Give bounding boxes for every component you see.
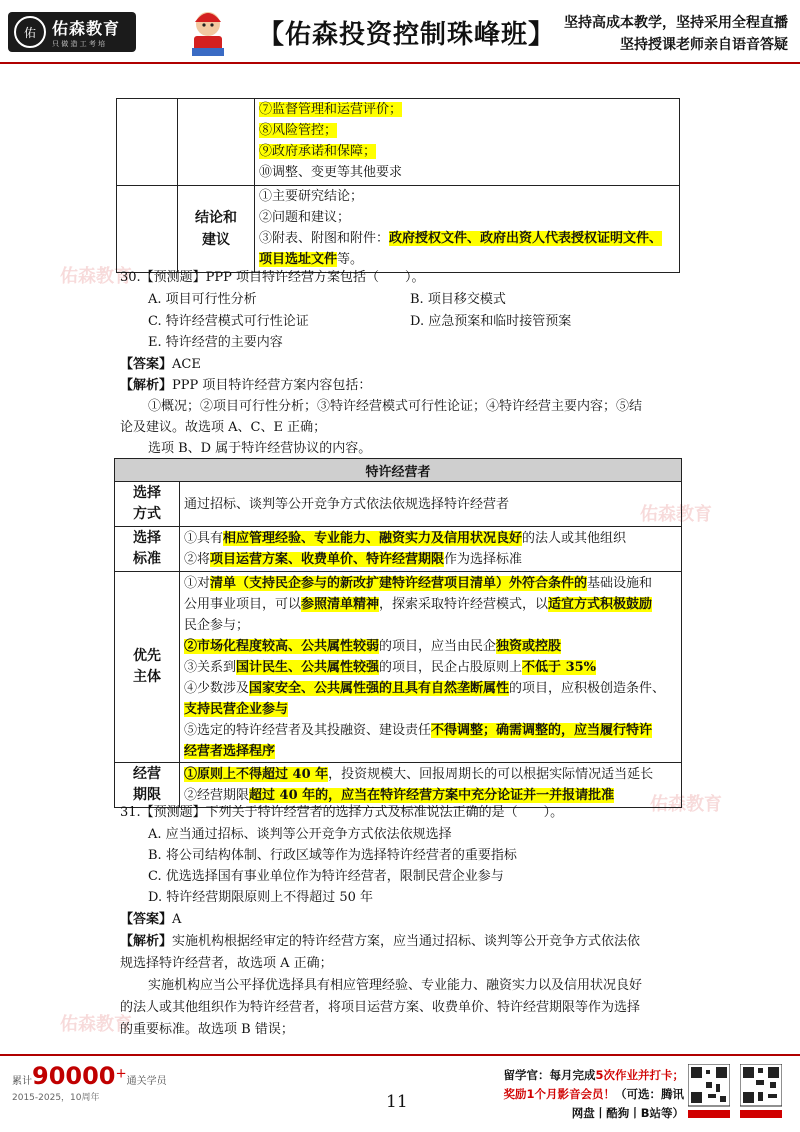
q31-analysis-line: 实施机构应当公平择优选择具有相应管理经验、专业能力、融资实力以及信用状况良好	[148, 978, 643, 993]
page-number: 11	[386, 1092, 408, 1112]
plan-content-table	[116, 98, 680, 273]
q31-stem: 31.【预测题】下列关于特许经营者的选择方式及标准说法正确的是（ ）。	[120, 805, 564, 820]
footer-stats: 累计90000+通关学员 2015-2025，10周年	[12, 1062, 167, 1103]
row-label-priority: 优先 主体	[115, 572, 180, 763]
watermark: 佑森教育	[640, 504, 712, 525]
list-item: ⑨政府承诺和保障；	[259, 144, 377, 159]
list-item: 民企参与；	[184, 617, 250, 633]
row-label-method: 选择 方式	[115, 482, 180, 527]
table-row	[115, 527, 682, 572]
q31-analysis: 【解析】实施机构根据经审定的特许经营方案，应当通过招标、谈判等公开竞争方式依法依	[120, 934, 641, 949]
q31-option-d: D. 特许经营期限原则上不得超过 50 年	[148, 890, 374, 905]
q30-stem: 30.【预测题】PPP 项目特许经营方案包括（ ）。	[120, 270, 425, 285]
list-item: ②问题和建议；	[259, 210, 351, 225]
q31-analysis-line: 的法人或其他组织作为特许经营者，将项目运营方案、收费单价、特许经营期限等作为选择	[120, 1000, 641, 1015]
student-count: 90000	[32, 1062, 116, 1090]
table-row	[115, 572, 682, 763]
footer-promo: 留学官：每月完成5次作业并打卡； 奖励1个月影音会员！（可选：腾讯 网盘丨酷狗丨B站等）	[503, 1068, 684, 1120]
list-item: ①具有相应管理经验、专业能力、融资实力及信用状况良好的法人或其他组织	[184, 531, 627, 546]
watermark: 佑森教育	[650, 794, 722, 815]
row-label-criteria: 选择 标准	[115, 527, 180, 572]
slogan-line-2: 坚持授课老师亲自语音答疑	[620, 37, 788, 53]
row-label-term: 经营 期限	[115, 763, 180, 808]
table-row	[117, 186, 680, 273]
q30-option-e: E. 特许经营的主要内容	[148, 335, 283, 350]
q31-answer: 【答案】A	[120, 912, 182, 927]
qr-code-icon	[688, 1064, 730, 1120]
list-item: ③附表、附图和附件：政府授权文件、政府出资人代表授权证明文件、	[259, 231, 663, 246]
table-cell: 通过招标、谈判等公开竞争方式依法依规选择特许经营者	[184, 496, 510, 512]
table-row	[115, 763, 682, 808]
list-item: ①对清单（支持民企参与的新改扩建特许经营项目清单）外符合条件的基础设施和	[184, 575, 653, 591]
concessionaire-table	[114, 458, 682, 808]
year-range: 2015-2025，10周年	[12, 1093, 100, 1103]
q31-option-a: A. 应当通过招标、谈判等公开竞争方式依法依规选择	[148, 827, 452, 842]
q31-option-b: B. 将公司结构体制、行政区域等作为选择特许经营者的重要指标	[148, 848, 517, 863]
list-item: ⑦监督管理和运营评价；	[259, 102, 403, 117]
q30-analysis-line: 论及建议。故选项 A、C、E 正确；	[120, 420, 327, 435]
q31-analysis-line: 规选择特许经营者，故选项 A 正确；	[120, 956, 333, 971]
q30-analysis-line: ①概况；②项目可行性分析；③特许经营模式可行性论证；④特许经营主要内容；⑤结	[148, 399, 643, 414]
q30-option-a: A. 项目可行性分析	[148, 292, 257, 307]
logo-subtitle: 只 做 造 工 考 培	[52, 39, 106, 48]
qr-code-icon	[740, 1064, 782, 1120]
watermark: 佑森教育	[60, 266, 132, 287]
q31-option-c: C. 优选选择国有事业单位作为特许经营者，限制民营企业参与	[148, 869, 504, 884]
list-item: ③关系到国计民生、公共属性较强的项目，民企占股原则上不低于 35%	[184, 659, 597, 675]
mascot-icon	[186, 8, 230, 58]
brand-logo	[8, 12, 136, 52]
list-item: ⑧风险管控；	[259, 123, 338, 138]
q30-option-c: C. 特许经营模式可行性论证	[148, 314, 309, 329]
q30-answer: 【答案】ACE	[120, 357, 201, 372]
list-item: ⑩调整、变更等其他要求	[259, 165, 403, 180]
list-item: ④少数涉及国家安全、公共属性强的且具有自然垄断属性的项目，应积极创造条件、	[184, 680, 666, 696]
logo-mark-icon: 佑	[14, 16, 46, 48]
list-item: 支持民营企业参与	[184, 701, 289, 717]
list-item: ①原则上不得超过 40 年，投资规模大、回报周期长的可以根据实际情况适当延长	[184, 767, 654, 782]
watermark: 佑森教育	[60, 1014, 132, 1035]
logo-name: 佑森教育	[52, 18, 121, 38]
list-item: ②将项目运营方案、收费单价、特许经营期限作为选择标准	[184, 552, 523, 567]
table-row	[117, 99, 680, 186]
header-divider	[0, 62, 800, 64]
header-slogan	[564, 12, 788, 56]
q30-option-b: B. 项目移交模式	[410, 292, 506, 307]
list-item: ②经营期限超过 40 年的，应当在特许经营方案中充分论证并一并报请批准	[184, 788, 615, 803]
list-item: ②市场化程度较高、公共属性较弱的项目，应当由民企独资或控股	[184, 638, 562, 654]
row-label-conclusion: 结论和 建议	[178, 186, 255, 273]
page-header	[0, 0, 800, 66]
list-item: ⑤选定的特许经营者及其投融资、建设责任不得调整；确需调整的，应当履行特许	[184, 722, 653, 738]
q31-analysis-line: 的重要标准。故选项 B 错误；	[120, 1022, 294, 1037]
slogan-line-1: 坚持高成本教学，坚持采用全程直播	[564, 15, 788, 31]
q30-analysis: 【解析】PPP 项目特许经营方案内容包括：	[120, 378, 372, 393]
table-header: 特许经营者	[115, 459, 682, 482]
q30-option-d: D. 应急预案和临时接管预案	[410, 314, 572, 329]
page-title: 【佑森投资控制珠峰班】	[258, 20, 556, 50]
list-item: 经营者选择程序	[184, 743, 276, 759]
list-item: ①主要研究结论；	[259, 189, 364, 204]
list-item: 公用事业项目，可以参照清单精神，探索采取特许经营模式，以适宜方式积极鼓励	[184, 596, 653, 612]
table-row	[115, 482, 682, 527]
footer-divider	[0, 1054, 800, 1056]
q30-analysis-line: 选项 B、D 属于特许经营协议的内容。	[148, 441, 372, 456]
list-item: 项目选址文件等。	[259, 252, 364, 267]
table-header-row	[115, 459, 682, 482]
